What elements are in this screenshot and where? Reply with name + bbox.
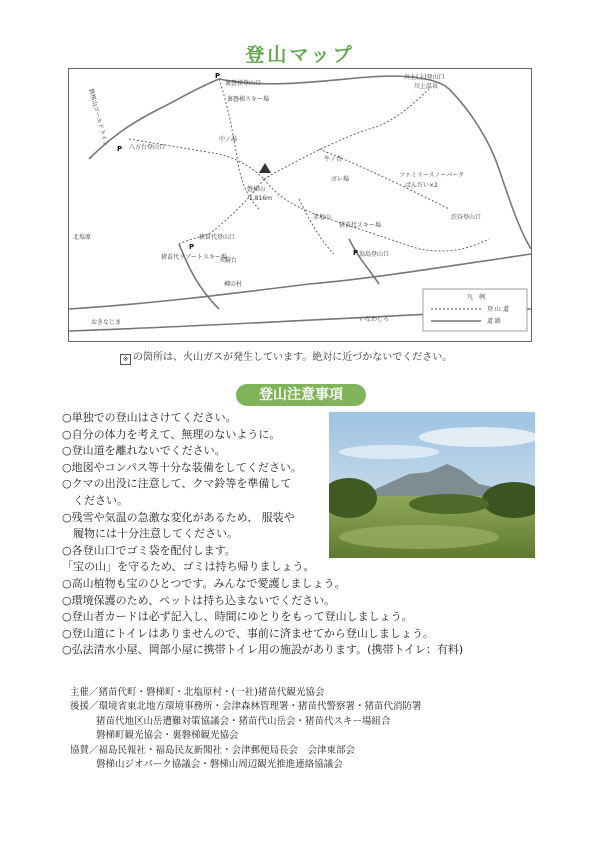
road-east xyxy=(449,89,531,249)
credit-line: 後援／環境省東北地方環境事務所・会津森林管理署・猪苗代警察署・猪苗代消防署 xyxy=(70,701,422,713)
list-item: ○弘法清水小屋、岡部小屋に携帯トイレ用の施設があります。(携帯トイレ：有料) xyxy=(62,643,464,657)
map-label-kawakami: 川上(上)登山口 xyxy=(404,74,445,81)
list-item: ○登山道を離れないでください。 xyxy=(62,444,226,458)
credit-line: 猪苗代地区山岳遭難対策協議会・猪苗代山岳会・猪苗代スキー場組合 xyxy=(96,715,391,727)
list-item: ○単独での登山はさけてください。 xyxy=(62,411,237,424)
list-item: ○登山者カードは必ず記入し、時間にゆとりをもって登山しましょう。 xyxy=(62,610,413,624)
map-label-urabandai-trail: 裏磐梯登山口 xyxy=(225,80,262,87)
credits xyxy=(70,686,550,772)
map-label-elevation: 1,816m xyxy=(249,195,273,202)
list-item: ○環境保護のため、ペットは持ち込まないでください。 xyxy=(62,593,336,607)
list-item: ○残雪や気温の急激な変化があるため、 服装や xyxy=(62,510,295,524)
list-item: ください。 xyxy=(62,493,128,507)
trail-map xyxy=(68,68,532,342)
map-label-kitashiobara: 北塩原 xyxy=(73,234,92,241)
map-label-nakanoyu: 中ノ湯 xyxy=(219,136,238,143)
list-item: ○登山道にトイレはありませんので、事前に済ませてから登山しましょう。 xyxy=(62,626,434,640)
trail-kawakami xyxy=(264,89,429,179)
map-label-family-snowpark: ファミリースノーパーク xyxy=(399,172,465,179)
legend-title: 凡 例 xyxy=(467,294,486,301)
list-item: ○地図やコンパス等十分な装備をしてください。 xyxy=(62,460,302,474)
list-item: 履物には十分注意してください。 xyxy=(62,527,238,541)
map-label-bandaisan: 磐梯山 xyxy=(247,186,266,193)
map-label-yamano: 樽の村 xyxy=(224,281,243,288)
parking-icon: P xyxy=(189,243,195,251)
trail-map-drawing xyxy=(69,69,531,341)
map-label-shibutani: 渋谷登山口 xyxy=(451,214,482,221)
list-item: 「宝の山」を守るため、ゴミは持ち帰りましょう。 xyxy=(62,560,315,574)
parking-icon: P xyxy=(353,249,359,257)
map-label-inawashiro: いなわしろ xyxy=(359,316,390,323)
list-item: ○クマの出没に注意して、クマ鈴等を準備して xyxy=(62,477,292,491)
map-label-gold-line: 磐梯山ゴールドライン xyxy=(87,87,110,148)
map-label-inawashiro-trail: 猪苗代登山口 xyxy=(199,234,236,241)
map-label-gashi: ガレ場 xyxy=(331,176,350,183)
credit-line: 磐梯町観光協会・裏磐梯観光協会 xyxy=(96,730,239,742)
map-label-kawakami-onsen: 川上温泉 xyxy=(414,83,439,90)
map-label-inawashiro-ski: 猪苗代スキー場 xyxy=(339,222,382,229)
peak-marker xyxy=(259,163,271,173)
gas-warning xyxy=(120,348,452,365)
credit-line: 協賛／福島民報社・福島民友新聞社・会津郵便局長会 会津東部会 xyxy=(70,744,356,756)
road-akahani xyxy=(349,239,379,284)
gas-warning-text: の箇所は、火山ガスが発生しています。絶対に近づかないでください。 xyxy=(133,352,453,363)
legend-trail: 登 山 道 xyxy=(487,306,509,313)
list-item: ○各登山口でゴミ袋を配付します。 xyxy=(62,543,236,557)
parking-icon: P xyxy=(215,72,221,80)
map-label-bandai-x2: ばんだい×2 xyxy=(405,182,438,189)
map-legend xyxy=(423,289,527,331)
map-label-okinajima: おきなじま xyxy=(91,319,122,326)
trail-okina xyxy=(299,199,334,254)
map-label-akahani: 赤埴山 xyxy=(313,214,332,221)
list-item: ○高山植物も宝のひとつです。みんなで愛護しましょう。 xyxy=(62,576,346,590)
legend-road: 道 路 xyxy=(487,318,501,325)
map-label-oyama: 翁島登山口 xyxy=(359,251,390,258)
gas-warning-icon: ※ xyxy=(120,354,131,365)
mountain-photo xyxy=(329,412,535,558)
map-label-urabandai-ski: 裏磐梯スキー場 xyxy=(227,96,270,103)
credit-line: 主催／猪苗代町・磐梯町・北塩原村・(一社)猪苗代観光協会 xyxy=(70,687,325,698)
map-label-ushinose: 牛ノ背 xyxy=(324,156,343,163)
map-label-inawashiro-resort: 猪苗代リゾートスキー場 xyxy=(161,254,227,261)
list-item: ○自分の体力を考えて、無理のないように。 xyxy=(62,427,281,441)
map-label-happodai: 八方台登山口 xyxy=(129,144,166,151)
map-label-tenkyodai: 天鏡台 xyxy=(219,257,238,264)
section-heading: 登山注意事項 xyxy=(236,384,366,406)
credit-line: 磐梯山ジオパーク協議会・磐梯山周辺観光推進連絡協議会 xyxy=(96,759,343,771)
page-title: 登山マップ xyxy=(245,44,355,66)
parking-icon: P xyxy=(117,145,123,153)
